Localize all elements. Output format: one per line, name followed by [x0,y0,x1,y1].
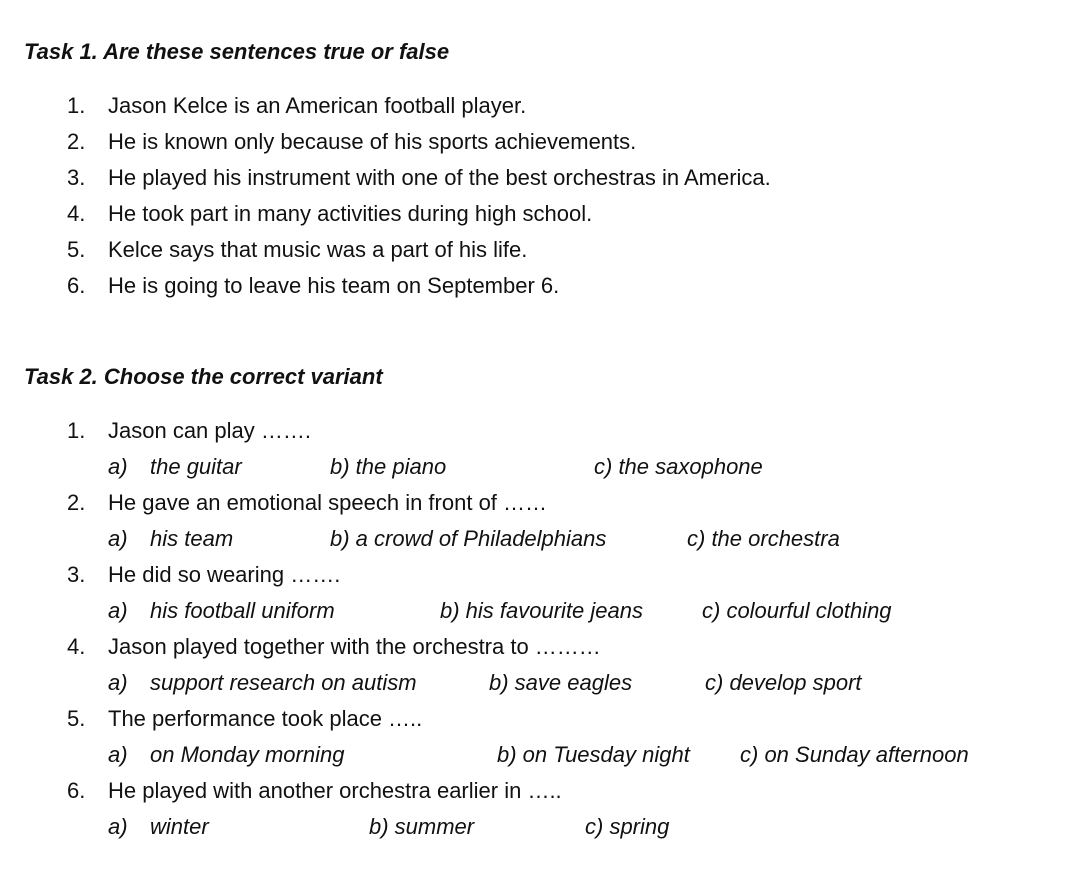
option-letter: a) [108,670,128,695]
task2-question-1-option-a [108,456,242,478]
task1-item-2-text: He is known only because of his sports achievements. [108,129,637,154]
option-letter: a) [108,598,128,623]
task2-question-5-option-b: b) on Tuesday night [497,742,690,767]
option-text: the guitar [150,454,242,479]
task2-question-6-option-b: b) summer [369,814,475,839]
option-letter: a) [108,742,128,767]
option-text: on Monday morning [150,742,345,767]
task2-question-3-number: 3. [67,562,86,587]
task1-title: Task 1. Are these sentences true or false [24,39,450,64]
task1-item-5-text: Kelce says that music was a part of his life. [108,237,528,262]
task1-item-3-text: He played his instrument with one of the best orchestras in America. [108,165,771,190]
task2-question-4-text: Jason played together with the orchestra to ……… [108,634,601,659]
option-letter: a) [108,454,128,479]
option-letter: a) [108,526,128,551]
task2-question-2-number: 2. [67,490,86,515]
option-text: winter [150,814,209,839]
task2-question-4-option-a [108,672,417,694]
task2-question-3-option-a [108,600,335,622]
task2-question-4-number: 4. [67,634,86,659]
task1-item-4-number: 4. [67,201,86,226]
option-text: his football uniform [150,598,335,623]
task1-item-6-number: 6. [67,273,86,298]
task2-question-1-number: 1. [67,418,86,443]
task2-question-3-option-c: c) colourful clothing [702,598,892,623]
option-text: support research on autism [150,670,417,695]
task1-item-3-number: 3. [67,165,86,190]
task2-question-3-text: He did so wearing ……. [108,562,341,587]
task1-item-1-number: 1. [67,93,86,118]
option-text: his team [150,526,234,551]
task2-question-3-option-b: b) his favourite jeans [440,598,643,623]
task2-question-4-option-b: b) save eagles [489,670,633,695]
task2-question-5-option-c: c) on Sunday afternoon [740,742,969,767]
task2-question-6-option-c: c) spring [585,814,670,839]
task2-question-2-text: He gave an emotional speech in front of …… [108,490,548,515]
task2-question-1-option-b: b) the piano [330,454,447,479]
task2-question-1-text: Jason can play ……. [108,418,311,443]
task2-question-6-number: 6. [67,778,86,803]
task2-question-5-text: The performance took place ….. [108,706,423,731]
task2-question-6-option-a [108,816,209,838]
task2-question-4-option-c: c) develop sport [705,670,862,695]
task1-item-4-text: He took part in many activities during high school. [108,201,593,226]
task2-question-6-text: He played with another orchestra earlier in ….. [108,778,562,803]
task2-question-2-option-b: b) a crowd of Philadelphians [330,526,607,551]
task2-question-5-number: 5. [67,706,86,731]
task1-item-6-text: He is going to leave his team on September 6. [108,273,560,298]
task2-question-5-option-a [108,744,344,766]
task2-title: Task 2. Choose the correct variant [24,364,383,389]
task2-question-2-option-a [108,528,233,550]
task1-item-2-number: 2. [67,129,86,154]
task2-question-1-option-c: c) the saxophone [594,454,763,479]
task2-question-2-option-c: c) the orchestra [687,526,840,551]
option-letter: a) [108,814,128,839]
task1-item-1-text: Jason Kelce is an American football player. [108,93,527,118]
task1-item-5-number: 5. [67,237,86,262]
